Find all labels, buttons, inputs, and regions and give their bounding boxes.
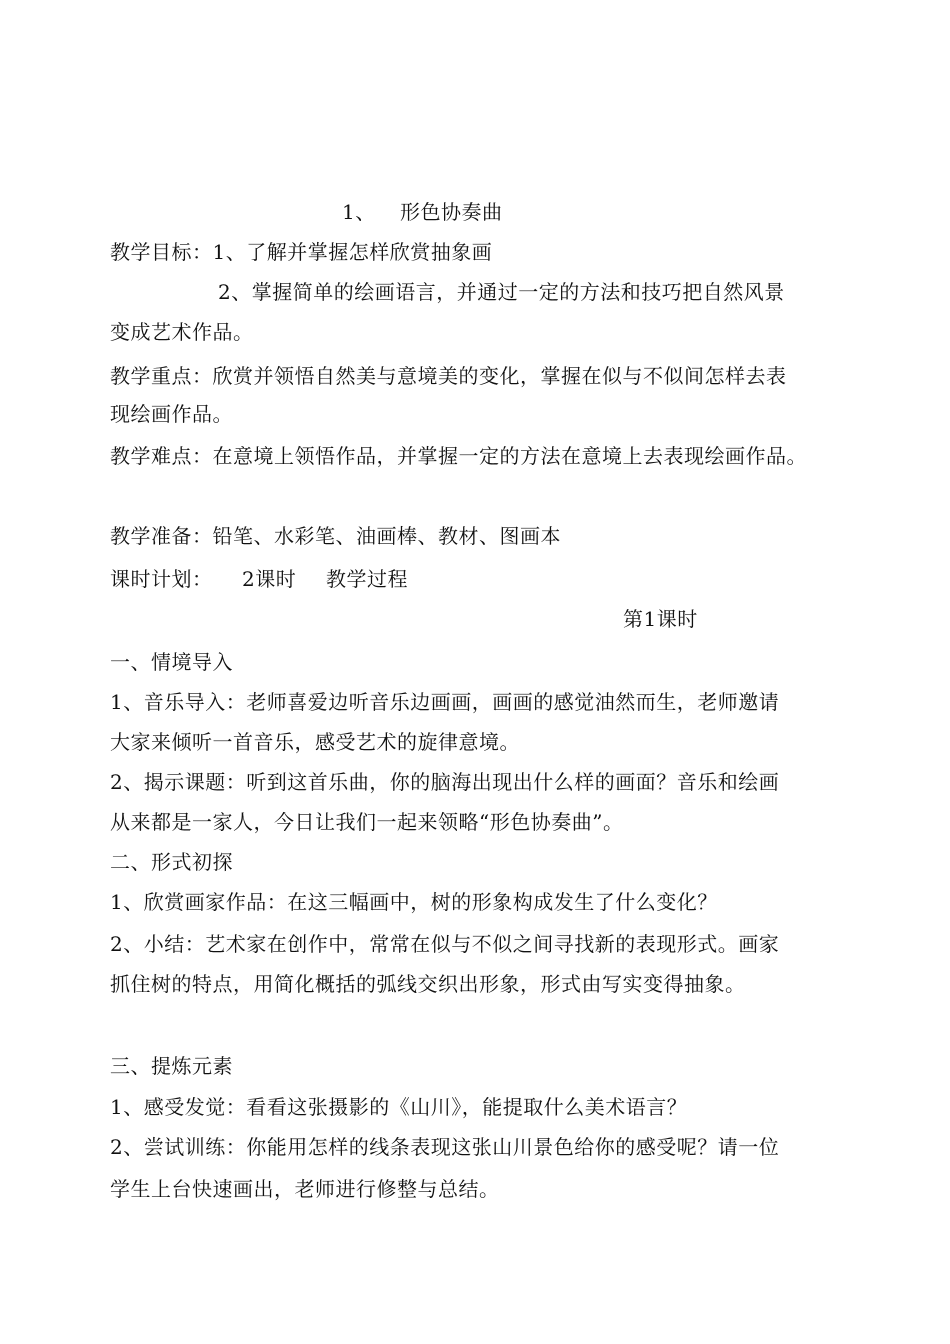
- teaching-goal-2-line-2: 变成艺术作品。: [110, 320, 254, 344]
- section-1-title: 一、情境导入: [110, 650, 233, 674]
- teaching-key-line-2: 现绘画作品。: [110, 402, 233, 426]
- section-2-item-2-line-2: 抓住树的特点，用简化概括的弧线交织出形象，形式由写实变得抽象。: [110, 972, 746, 996]
- section-1-item-1-line-1: 1、音乐导入：老师喜爱边听音乐边画画，画画的感觉油然而生，老师邀请: [110, 690, 780, 714]
- lesson-number-heading: 第1课时: [623, 607, 698, 631]
- section-1-item-2-line-2: 从来都是一家人，今日让我们一起来领略“形色协奏曲”。: [110, 810, 624, 834]
- section-2-item-2-line-1: 2、小结：艺术家在创作中，常常在似与不似之间寻找新的表现形式。画家: [110, 932, 780, 956]
- teaching-difficulty: 教学难点：在意境上领悟作品，并掌握一定的方法在意境上去表现绘画作品。: [110, 444, 807, 468]
- section-1-item-2-line-1: 2、揭示课题：听到这首乐曲，你的脑海出现出什么样的画面？音乐和绘画: [110, 770, 780, 794]
- section-2-item-1: 1、欣赏画家作品：在这三幅画中，树的形象构成发生了什么变化？: [110, 890, 718, 914]
- section-3-item-2-line-1: 2、尝试训练：你能用怎样的线条表现这张山川景色给你的感受呢？请一位: [110, 1135, 780, 1159]
- lesson-plan-hours: 2课时: [242, 567, 297, 591]
- lesson-title: 形色协奏曲: [400, 200, 503, 224]
- teaching-preparation: 教学准备：铅笔、水彩笔、油画棒、教材、图画本: [110, 524, 561, 548]
- lesson-plan-process: 教学过程: [326, 567, 408, 591]
- section-3-item-2-line-2: 学生上台快速画出，老师进行修整与总结。: [110, 1177, 500, 1201]
- teaching-goal-1: 教学目标：1、了解并掌握怎样欣赏抽象画: [110, 240, 493, 264]
- section-1-item-1-line-2: 大家来倾听一首音乐，感受艺术的旋律意境。: [110, 730, 520, 754]
- teaching-goal-2-line-1: 2、掌握简单的绘画语言，并通过一定的方法和技巧把自然风景: [218, 280, 785, 304]
- lesson-plan-label: 课时计划：: [110, 567, 213, 591]
- section-2-title: 二、形式初探: [110, 850, 233, 874]
- lesson-title-number: 1、: [342, 200, 376, 224]
- section-3-item-1: 1、感受发觉：看看这张摄影的《山川》，能提取什么美术语言？: [110, 1095, 688, 1119]
- teaching-key-line-1: 教学重点：欣赏并领悟自然美与意境美的变化，掌握在似与不似间怎样去表: [110, 364, 787, 388]
- section-3-title: 三、提炼元素: [110, 1054, 233, 1078]
